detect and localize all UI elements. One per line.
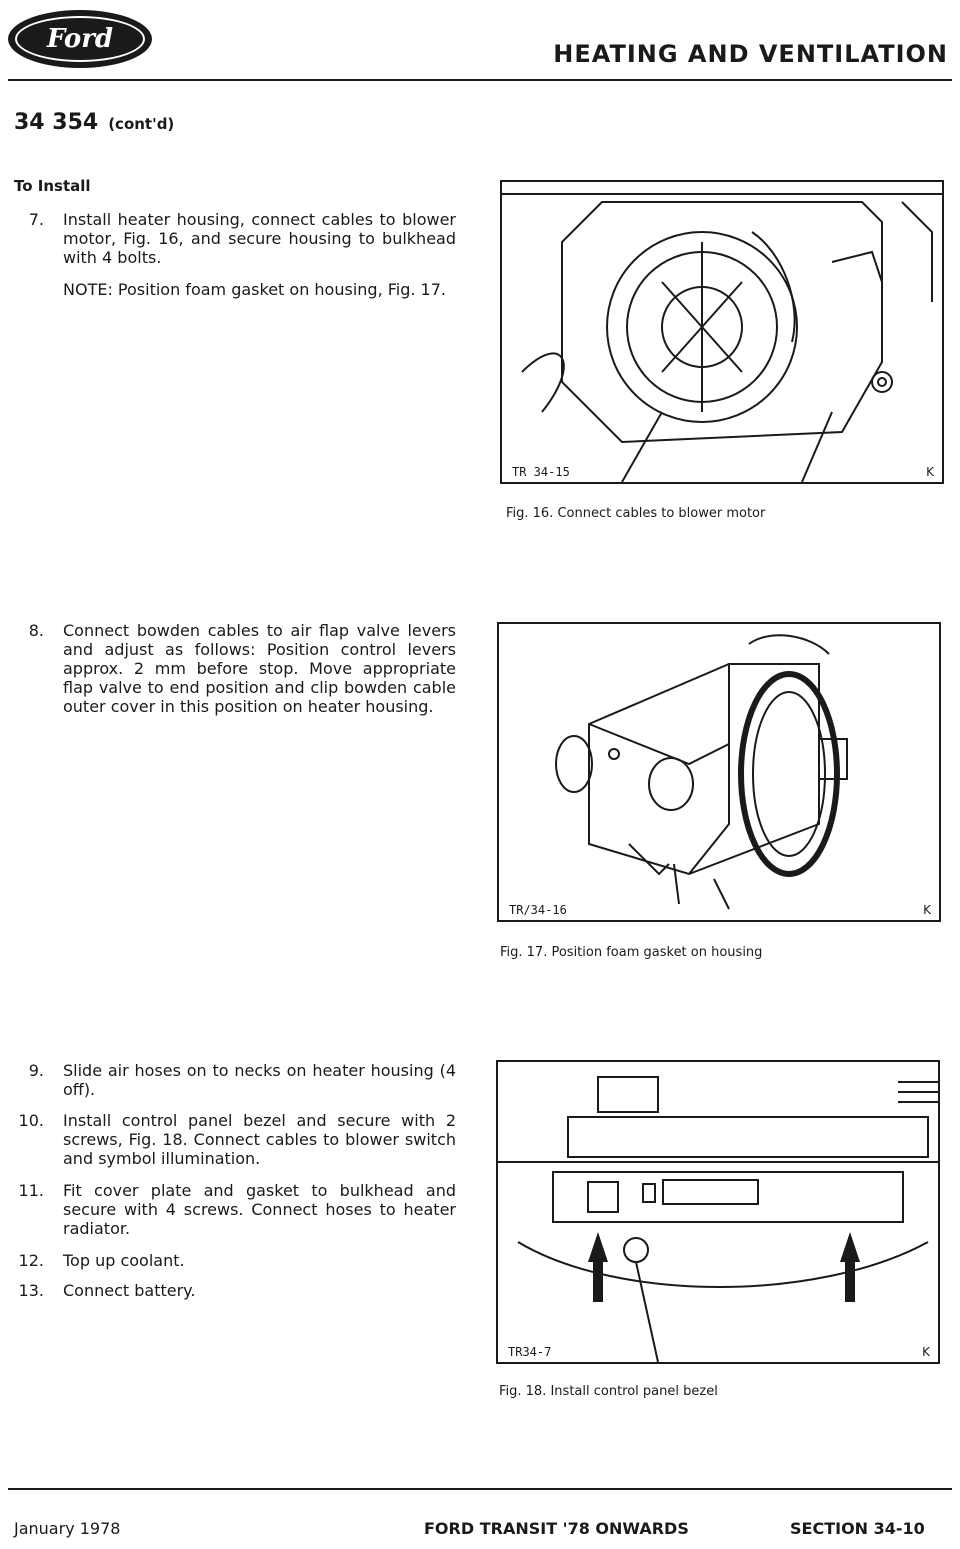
step-10 [14, 1111, 456, 1168]
header-rule [8, 79, 952, 81]
step-number: 7. [28, 210, 44, 229]
step-number: 12. [18, 1251, 44, 1270]
figure-17-caption: Fig. 17. Position foam gasket on housing [500, 945, 763, 960]
heater-housing-illustration [499, 624, 939, 920]
step-11 [14, 1181, 456, 1238]
figure-18-caption: Fig. 18. Install control panel bezel [499, 1384, 718, 1399]
figure-18-control-panel [496, 1060, 940, 1364]
step-number: 10. [18, 1111, 44, 1130]
step-number: 11. [18, 1181, 44, 1200]
section-heading [14, 110, 174, 135]
section-contd: (cont'd) [108, 115, 175, 133]
note-foam-gasket: NOTE: Position foam gasket on housing, Fig. 17. [63, 280, 446, 299]
step-number: 13. [18, 1281, 44, 1300]
figure-k-mark: K [926, 465, 934, 479]
step-number: 8. [28, 621, 44, 640]
step-text: Fit cover plate and gasket to bulkhead and secure with 4 screws. Connect hoses to heater radiator. [63, 1181, 456, 1238]
step-13 [14, 1281, 456, 1300]
step-12 [14, 1251, 456, 1270]
figure-k-mark: K [922, 1345, 930, 1359]
control-panel-illustration [498, 1062, 938, 1362]
step-text: Slide air hoses on to necks on heater housing (4 off). [63, 1061, 456, 1099]
ford-logo-text: Ford [15, 16, 145, 62]
figure-code: TR/34-16 [509, 903, 567, 917]
ford-logo [8, 10, 152, 68]
figure-16-blower-motor [500, 180, 944, 484]
footer-section: SECTION 34-10 [790, 1519, 925, 1538]
subheading-to-install: To Install [14, 177, 91, 195]
figure-code: TR 34-15 [512, 465, 570, 479]
page-title: HEATING AND VENTILATION [553, 40, 948, 68]
step-8 [14, 621, 456, 716]
footer-rule [8, 1488, 952, 1490]
step-number: 9. [28, 1061, 44, 1080]
step-9 [14, 1061, 456, 1099]
step-text: Install control panel bezel and secure with 2 screws, Fig. 18. Connect cables to blower switch and symbol illumination. [63, 1111, 456, 1168]
figure-code: TR34-7 [508, 1345, 552, 1359]
step-text: Install heater housing, connect cables to blower motor, Fig. 16, and secure housing to bulkhead with 4 bolts. [63, 210, 456, 267]
footer-publication-title: FORD TRANSIT '78 ONWARDS [424, 1519, 689, 1538]
figure-17-foam-gasket [497, 622, 941, 922]
footer-date: January 1978 [14, 1519, 121, 1538]
step-text: Connect battery. [63, 1281, 196, 1300]
step-7 [14, 210, 456, 267]
figure-k-mark: K [923, 903, 931, 917]
figure-16-caption: Fig. 16. Connect cables to blower motor [506, 506, 766, 521]
step-text: Connect bowden cables to air flap valve levers and adjust as follows: Position control levers approx. 2 mm before stop. Move appropriate flap valve to end position and clip bowden cable outer cover in this position on heater housing. [63, 621, 456, 716]
section-number: 34 354 [14, 110, 99, 135]
step-text: Top up coolant. [63, 1251, 185, 1270]
blower-motor-illustration [502, 182, 942, 482]
